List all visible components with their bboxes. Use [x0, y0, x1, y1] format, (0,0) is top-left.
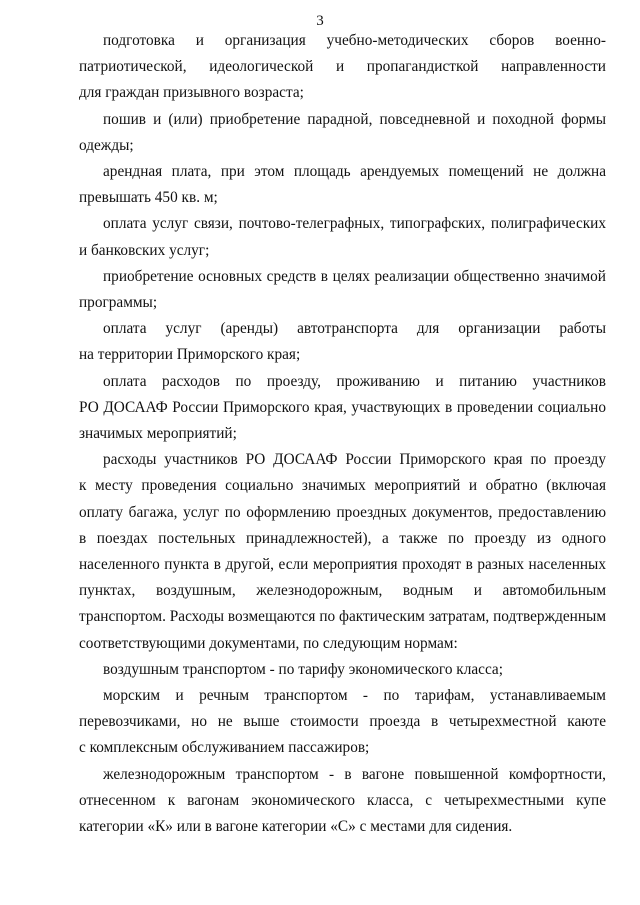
text-line: категории «К» или в вагоне категории «С» с местами для сидения. — [79, 818, 513, 836]
text-line: арендная плата, при этом площадь арендуемых помещений не должна — [103, 163, 606, 181]
text-line: перевозчиками, но не выше стоимости проезда в четырехместной каюте — [79, 713, 606, 731]
text-line: подготовка и организация учебно-методических сборов военно- — [103, 32, 606, 49]
text-line: пунктах, воздушным, железнодорожным, водным и автомобильным — [79, 582, 606, 600]
text-line: морским и речным транспортом - по тарифам, устанавливаемым — [103, 687, 606, 705]
text-line: расходы участников РО ДОСААФ России Приморского края по проезду — [103, 451, 606, 469]
text-line: для граждан призывного возраста; — [79, 84, 304, 102]
text-line: к месту проведения социально значимых мероприятий и обратно (включая — [79, 477, 606, 495]
text-line: с комплексным обслуживанием пассажиров; — [79, 739, 370, 757]
paragraph-rail-transport — [79, 762, 606, 841]
text-line: оплата услуг связи, почтово-телеграфных, типографских, полиграфических — [103, 215, 606, 233]
paragraph-travel-lodging — [79, 369, 606, 448]
text-line: железнодорожным транспортом - в вагоне повышенной комфортности, — [103, 765, 606, 783]
text-line: воздушным транспортом - по тарифу экономического класса; — [103, 660, 503, 678]
text-line: транспортом. Расходы возмещаются по фактическим затратам, подтвержденным — [79, 608, 606, 626]
text-line: оплата услуг (аренды) автотранспорта для организации работы — [103, 320, 606, 338]
paragraph-communication-services — [79, 211, 606, 263]
paragraph-uniform — [79, 107, 606, 159]
paragraph-rent — [79, 159, 606, 211]
text-line: оплату багажа, услуг по оформлению проездных документов, предоставлению — [79, 503, 606, 521]
text-line: значимых мероприятий; — [79, 425, 237, 443]
text-line: соответствующими документами, по следующим нормам: — [79, 634, 458, 652]
paragraph-sea-river-transport — [79, 683, 606, 762]
text-line: одежды; — [79, 136, 134, 154]
paragraph-vehicle-rental — [79, 316, 606, 368]
text-line: отнесенном к вагонам экономического класса, с четырехместными купе — [79, 791, 606, 809]
text-line: населенного пункта в другой, если мероприятия проходят в разных населенных — [79, 556, 606, 574]
text-line: приобретение основных средств в целях реализации общественно значимой — [103, 267, 606, 285]
text-line: оплата расходов по проезду, проживанию и питанию участников — [103, 372, 606, 390]
text-line: и банковских услуг; — [79, 241, 210, 259]
page-number: 3 — [316, 13, 324, 29]
text-line: на территории Приморского края; — [79, 346, 301, 364]
text-line: программы; — [79, 294, 158, 312]
text-line: в поездах постельных принадлежностей), а также по проезду из одного — [79, 529, 606, 547]
text-line: превышать 450 кв. м; — [79, 189, 218, 207]
paragraph-training-camps — [79, 28, 606, 107]
paragraph-air-transport — [79, 657, 606, 683]
text-line: РО ДОСААФ России Приморского края, участвующих в проведении социально — [79, 398, 606, 416]
paragraph-fixed-assets — [79, 264, 606, 316]
text-line: пошив и (или) приобретение парадной, повседневной и походной формы — [103, 110, 606, 128]
document-body — [79, 28, 606, 840]
paragraph-participant-travel — [79, 447, 606, 657]
text-line: патриотической, идеологической и пропагандисткой направленности — [79, 58, 606, 76]
